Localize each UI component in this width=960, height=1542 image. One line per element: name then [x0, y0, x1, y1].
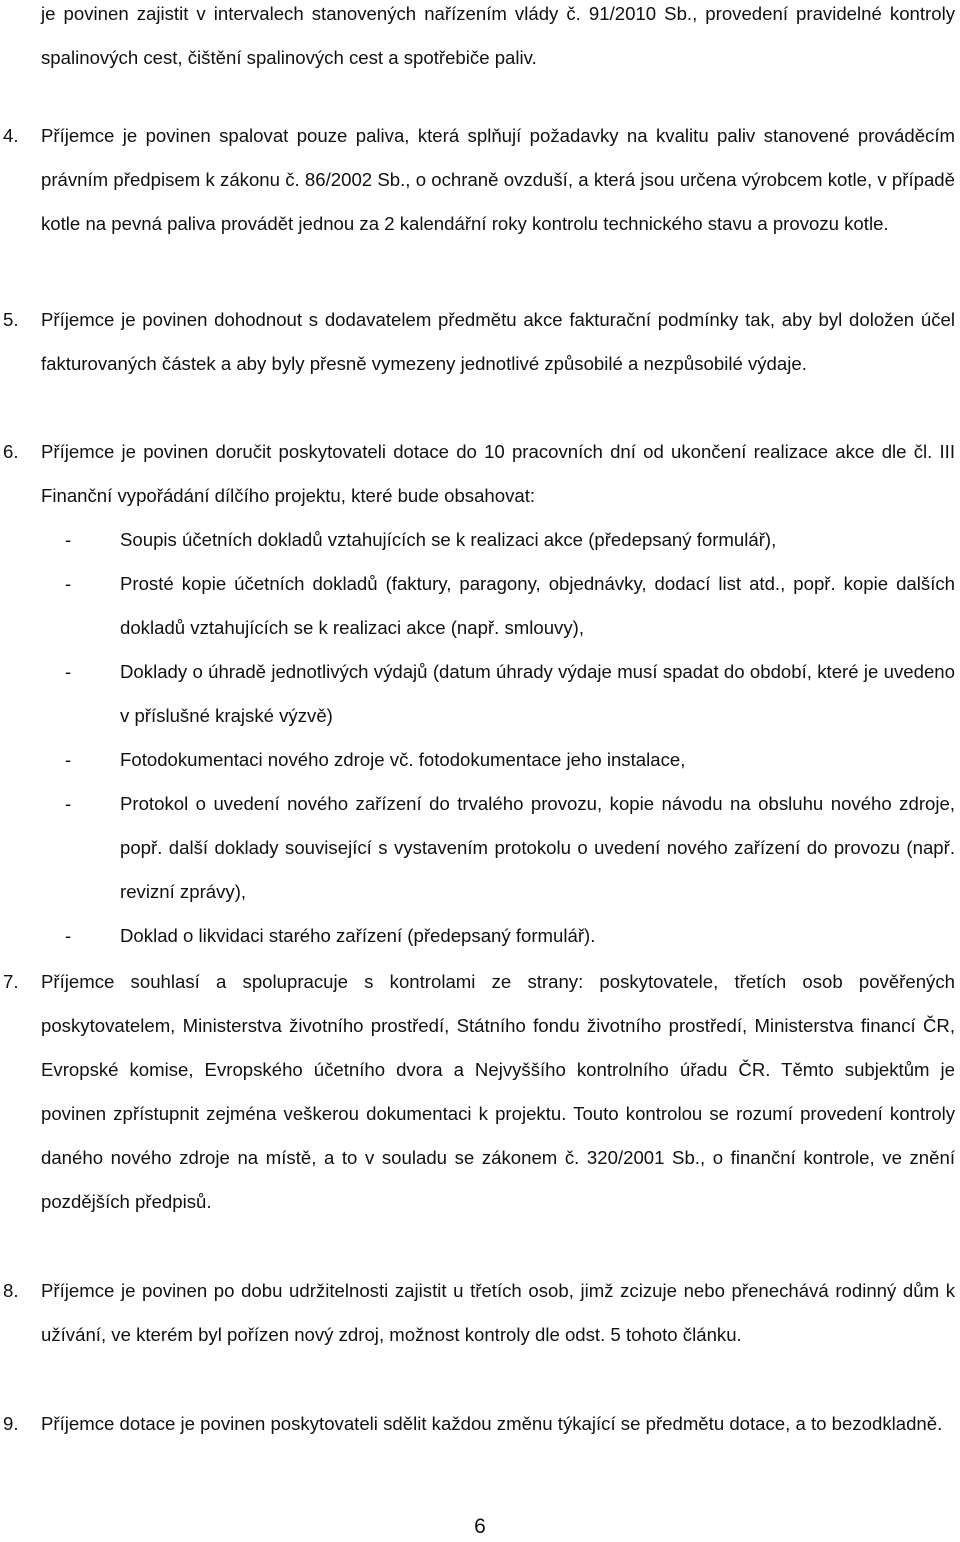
continuation-paragraph: je povinen zajistit v intervalech stanovených nařízením vlády č. 91/2010 Sb., provedení pravidelné kontroly spalinových cest, čištění spalinových cest a spotřebiče paliv. — [41, 3, 955, 68]
attachment-list — [41, 518, 955, 958]
item-text: Příjemce je povinen doručit poskytovateli dotace do 10 pracovních dní od ukončení realizace akce dle čl. III Finanční vypořádání dílčího projektu, které bude obsahovat: — [41, 441, 955, 506]
item-number: 4. — [3, 125, 19, 146]
dash-marker: - — [65, 661, 72, 682]
item-text: Příjemce dotace je povinen poskytovateli sdělit každou změnu týkající se předmětu dotace, a to bezodkladně. — [41, 1413, 943, 1434]
item-number: 9. — [3, 1413, 19, 1434]
attachment-item-commissioning-protocol — [41, 782, 955, 914]
page-number: 6 — [474, 1515, 486, 1538]
attachment-item-text: Protokol o uvedení nového zařízení do trvalého provozu, kopie návodu na obsluhu nového zdroje, popř. další doklady související s vystavením protokolu o uvedení nového zařízení do provozu (např. revizní zprávy), — [120, 793, 955, 902]
item-text: Příjemce je povinen dohodnout s dodavatelem předmětu akce fakturační podmínky tak, aby byl doložen účel fakturovaných částek a aby byly přesně vymezeny jednotlivé způsobilé a nezpůsobilé výdaje. — [41, 309, 955, 374]
item-number: 7. — [3, 971, 19, 992]
attachment-item-payment-proof — [41, 650, 955, 738]
list-item-5 — [3, 298, 955, 386]
attachment-item-text: Soupis účetních dokladů vztahujících se k realizaci akce (předepsaný formulář), — [120, 529, 777, 550]
list-item-8 — [3, 1269, 955, 1357]
attachment-item-text: Fotodokumentaci nového zdroje vč. fotodokumentace jeho instalace, — [120, 749, 686, 770]
item-text: Příjemce je povinen po dobu udržitelnosti zajistit u třetích osob, jimž zcizuje nebo přenechává rodinný dům k užívání, ve kterém byl pořízen nový zdroj, možnost kontroly dle odst. 5 tohoto článku. — [41, 1280, 955, 1345]
attachment-item-text: Doklady o úhradě jednotlivých výdajů (datum úhrady výdaje musí spadat do období, které je uvedeno v příslušné krajské výzvě) — [120, 661, 955, 726]
attachment-item-invoice-list — [41, 518, 955, 562]
list-item-9 — [3, 1402, 955, 1446]
list-item-4 — [3, 114, 955, 246]
item-number: 6. — [3, 441, 19, 462]
attachment-item-disposal-document — [41, 914, 955, 958]
dash-marker: - — [65, 573, 72, 594]
attachment-item-invoice-copies — [41, 562, 955, 650]
attachment-item-photo-documentation — [41, 738, 955, 782]
attachment-item-text: Prosté kopie účetních dokladů (faktury, paragony, objednávky, dodací list atd., popř. kopie dalších dokladů vztahujících se k realizaci akce (např. smlouvy), — [120, 573, 955, 638]
dash-marker: - — [65, 529, 72, 550]
list-item-7 — [3, 960, 955, 1224]
item-number: 8. — [3, 1280, 19, 1301]
attachment-item-text: Doklad o likvidaci starého zařízení (předepsaný formulář). — [120, 925, 596, 946]
item-number: 5. — [3, 309, 19, 330]
item-text: Příjemce souhlasí a spolupracuje s kontrolami ze strany: poskytovatele, třetích osob pověřených poskytovatelem, Ministerstva životního prostředí, Státního fondu životního prostředí, Ministerstva financí ČR, Evropské komise, Evropského účetního dvora a Nejvyššího kontrolního úřadu ČR. Těmto subjektům je povinen zpřístupnit zejména veškerou dokumentaci k projektu. Touto kontrolou se rozumí provedení kontroly daného nového zdroje na místě, a to v souladu se zákonem č. 320/2001 Sb., o finanční kontrole, ve znění pozdějších předpisů. — [41, 971, 955, 1212]
list-item-6 — [3, 430, 955, 958]
dash-marker: - — [65, 793, 72, 814]
dash-marker: - — [65, 925, 72, 946]
dash-marker: - — [65, 749, 72, 770]
item-text: Příjemce je povinen spalovat pouze paliva, která splňují požadavky na kvalitu paliv stanovené prováděcím právním předpisem k zákonu č. 86/2002 Sb., o ochraně ovzduší, a která jsou určena výrobcem kotle, v případě kotle na pevná paliva provádět jednou za 2 kalendářní roky kontrolu technického stavu a provozu kotle. — [41, 125, 955, 234]
